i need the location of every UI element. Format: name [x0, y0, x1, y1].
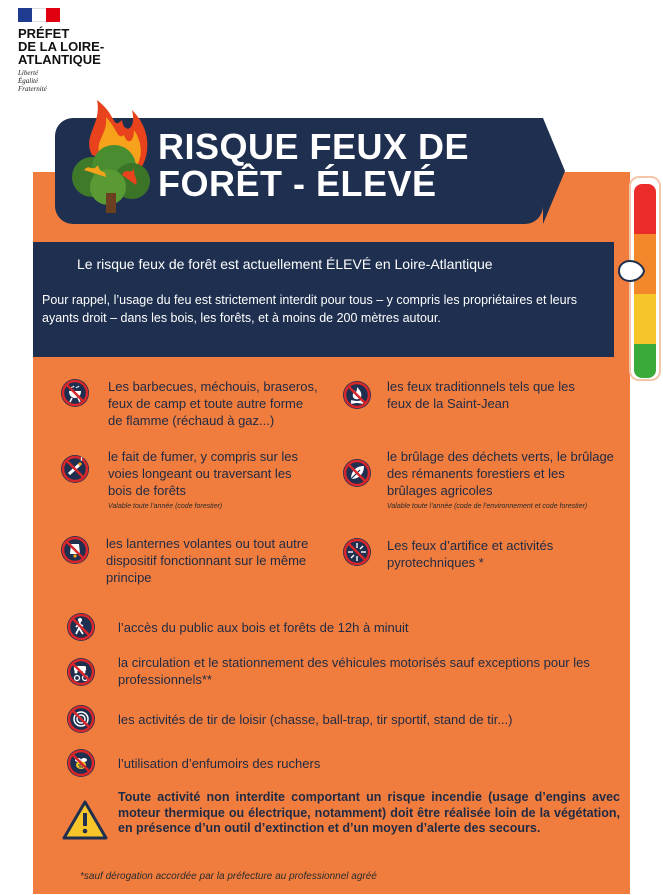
ban-item: Les feux d’artifice et activités pyrotechniques *	[342, 537, 627, 571]
burning-tree-icon	[62, 95, 158, 215]
ban-item: les feux traditionnels tels que les feux de la Saint-Jean	[342, 378, 627, 412]
warning-block	[62, 790, 622, 840]
french-flag-icon	[18, 8, 60, 22]
prefecture-logo	[18, 8, 138, 93]
shooting-target-ban-icon	[66, 704, 96, 734]
bee-smoker-ban-icon	[66, 748, 96, 778]
republic-motto: Liberté Égalité Fraternité	[18, 69, 47, 93]
fireworks-ban-icon	[342, 537, 372, 567]
gauge-level-low	[634, 344, 656, 378]
prefecture-name: PRÉFET DE LA LOIRE- ATLANTIQUE	[18, 26, 105, 67]
barbecue-ban-icon	[60, 378, 90, 408]
ban-item: le brûlage des déchets verts, le brûlage des rémanents forestiers et les brûlages agricoles Valable toute l’année (code de l’environnement et code forestier)	[342, 448, 632, 511]
sky-lantern-ban-icon	[60, 535, 90, 565]
gauge-level-moderate	[634, 294, 656, 344]
hiker-ban-icon	[66, 612, 96, 642]
info-box	[33, 242, 614, 357]
validity-note: Valable toute l’année (code de l’environnement et code forestier)	[387, 503, 588, 510]
warning-triangle-icon	[62, 800, 108, 840]
ban-item: les activités de tir de loisir (chasse, ball-trap, tir sportif, stand de tir...)	[66, 704, 606, 734]
ban-item: les lanternes volantes ou tout autre dispositif fonctionnant sur le même principe	[60, 535, 330, 586]
ban-item: la circulation et le stationnement des véhicules motorisés sauf exceptions pour les professionnels**	[66, 654, 626, 688]
ban-item: l’accès du public aux bois et forêts de 12h à minuit	[66, 612, 606, 642]
ban-item: Les barbecues, méchouis, braseros, feux de camp et toute autre forme de flamme (réchaud à gaz...)	[60, 378, 330, 429]
validity-note: Valable toute l’année (code forestier)	[108, 503, 223, 510]
fire-ban-reminder: Pour rappel, l’usage du feu est strictement interdit pour tous – y compris les propriétaires et leurs ayants droit – dans les bois, les forêts, et à moins de 200 mètres autour.	[42, 293, 577, 325]
footnote: *sauf dérogation accordée par la préfecture au professionnel agréé	[80, 871, 377, 882]
vehicles-ban-icon	[66, 657, 96, 687]
gauge-level-very-high	[634, 184, 656, 234]
risk-status-text: Le risque feux de forêt est actuellement ÉLEVÉ en Loire-Atlantique	[77, 256, 493, 272]
green-waste-burning-ban-icon	[342, 458, 372, 488]
bonfire-ban-icon	[342, 380, 372, 410]
smoking-ban-icon	[60, 454, 90, 484]
ban-item: l’utilisation d’enfumoirs des ruchers	[66, 748, 606, 778]
ban-item: le fait de fumer, y compris sur les voies longeant ou traversant les bois de forêts Valable toute l’année (code forestier)	[60, 448, 330, 511]
warning-text: Toute activité non interdite comportant un risque incendie (usage d’engins avec moteur thermique ou électrique, notamment) doit être réalisée loin de la végétation, en présence d’un outil d’extinction et d’un moyen d’alerte des secours.	[118, 790, 620, 835]
page-title: RISQUE FEUX DE FORÊT - ÉLEVÉ	[158, 126, 470, 204]
gauge-pointer-icon	[617, 260, 645, 282]
